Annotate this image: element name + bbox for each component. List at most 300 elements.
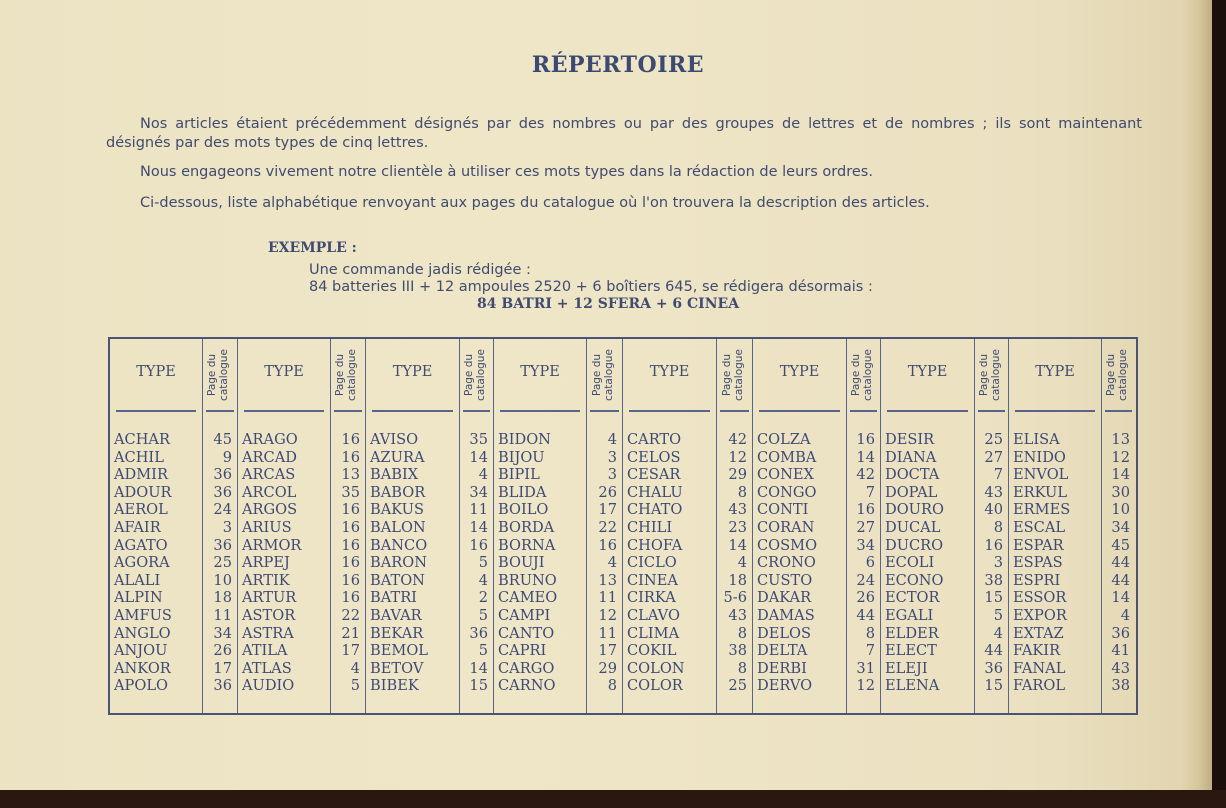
type-code: ERMES bbox=[1013, 501, 1071, 519]
page-header-line-2: catalogue bbox=[346, 349, 358, 401]
intro-paragraph-3: Ci-dessous, liste alphabétique renvoyant aux pages du catalogue où l'on trouvera la description des articles. bbox=[140, 195, 930, 211]
catalogue-page-number: 42 bbox=[856, 466, 875, 484]
type-code: ATILA bbox=[242, 642, 288, 660]
catalogue-page-number: 17 bbox=[213, 659, 232, 677]
type-code: FANAL bbox=[1013, 659, 1066, 677]
type-code: COMBA bbox=[757, 448, 817, 466]
catalogue-page-number: 42 bbox=[728, 431, 747, 448]
catalogue-page-number: 16 bbox=[469, 536, 488, 554]
catalogue-page-number: 4 bbox=[350, 659, 360, 677]
type-code: ANGLO bbox=[114, 624, 171, 642]
type-code: AGATO bbox=[114, 536, 168, 554]
type-code: COLOR bbox=[627, 677, 683, 695]
catalogue-page-number: 36 bbox=[213, 466, 232, 484]
page-header bbox=[978, 345, 1006, 405]
catalogue-page-number: 44 bbox=[1111, 571, 1130, 589]
catalogue-page-number: 44 bbox=[984, 642, 1003, 660]
catalogue-page-number: 5 bbox=[478, 554, 488, 572]
type-code: BATON bbox=[370, 571, 425, 589]
type-code: AUDIO bbox=[242, 677, 295, 695]
type-code: DERVO bbox=[757, 677, 813, 695]
type-code: CRONO bbox=[757, 554, 816, 572]
type-code: ENVOL bbox=[1013, 466, 1069, 484]
catalogue-page-number: 36 bbox=[213, 483, 232, 501]
catalogue-page-number: 38 bbox=[984, 571, 1003, 589]
page-header-line-2: catalogue bbox=[732, 349, 745, 401]
type-code: BIDON bbox=[498, 431, 551, 448]
type-code: ARTIK bbox=[242, 571, 290, 589]
type-code: ASTRA bbox=[242, 624, 294, 642]
catalogue-page-number: 25 bbox=[728, 677, 747, 695]
catalogue-page-number: 8 bbox=[737, 483, 747, 501]
type-code: DESIR bbox=[885, 431, 935, 448]
catalogue-page-number: 36 bbox=[984, 659, 1003, 677]
type-code: DELTA bbox=[757, 642, 808, 660]
type-code: ECTOR bbox=[885, 589, 940, 607]
table-column-group bbox=[110, 339, 238, 713]
catalogue-page-number: 25 bbox=[984, 431, 1003, 448]
header-rule bbox=[629, 410, 710, 412]
catalogue-page-number: 15 bbox=[469, 677, 488, 695]
catalogue-page-number: 17 bbox=[341, 642, 360, 660]
header-rule bbox=[887, 410, 968, 412]
catalogue-page-number: 43 bbox=[728, 607, 747, 624]
catalogue-page-number: 4 bbox=[1120, 607, 1130, 624]
catalogue-page-number: 8 bbox=[865, 624, 875, 642]
page-header-line-2: catalogue bbox=[861, 349, 874, 401]
type-code: ELISA bbox=[1013, 431, 1060, 448]
catalogue-page-number: 10 bbox=[1111, 501, 1130, 519]
type-code: ATLAS bbox=[242, 659, 292, 677]
type-code: ERKUL bbox=[1013, 483, 1068, 501]
catalogue-page-number: 15 bbox=[984, 589, 1003, 607]
page-header-line-2: catalogue bbox=[218, 349, 230, 401]
catalogue-page-number: 5 bbox=[350, 677, 360, 695]
catalogue-page-number: 16 bbox=[341, 519, 360, 536]
book-spine bbox=[1178, 0, 1212, 790]
catalogue-page-number: 14 bbox=[856, 448, 875, 466]
table-column-group bbox=[881, 339, 1009, 713]
type-code: BAVAR bbox=[370, 607, 422, 624]
type-code: ANJOU bbox=[114, 642, 168, 660]
catalogue-page-number: 9 bbox=[222, 448, 232, 466]
page-title: RÉPERTOIRE bbox=[531, 52, 705, 78]
type-code: BOUJI bbox=[498, 554, 545, 572]
page-header-line-1: Page du bbox=[206, 353, 218, 397]
type-header: TYPE bbox=[907, 364, 948, 380]
type-code: BABIX bbox=[370, 466, 419, 484]
catalogue-page-number: 8 bbox=[607, 677, 617, 695]
type-code: CHALU bbox=[627, 483, 683, 501]
type-code: AMFUS bbox=[114, 607, 172, 624]
example-line-1: Une commande jadis rédigée : bbox=[309, 262, 531, 278]
type-code: CINEA bbox=[627, 571, 678, 589]
catalogue-page-number: 29 bbox=[598, 659, 617, 677]
catalogue-page-number: 3 bbox=[993, 554, 1003, 572]
page-header bbox=[850, 345, 878, 405]
type-code: BIJOU bbox=[498, 448, 545, 466]
type-code: CARTO bbox=[627, 431, 682, 448]
catalogue-page-number: 16 bbox=[341, 589, 360, 607]
catalogue-page-number: 24 bbox=[856, 571, 875, 589]
catalogue-page-number: 16 bbox=[598, 536, 617, 554]
catalogue-page-number: 14 bbox=[1111, 466, 1130, 484]
catalogue-page-number: 13 bbox=[341, 466, 360, 484]
catalogue-page-number: 3 bbox=[222, 519, 232, 536]
catalogue-page-number: 44 bbox=[856, 607, 875, 624]
catalogue-page-number: 4 bbox=[993, 624, 1003, 642]
catalogue-page-number: 36 bbox=[469, 624, 488, 642]
type-code: BLIDA bbox=[498, 483, 547, 501]
type-header: TYPE bbox=[1035, 364, 1075, 380]
catalogue-page-number: 43 bbox=[984, 483, 1003, 501]
type-code: ELDER bbox=[885, 624, 939, 642]
type-code: BALON bbox=[370, 519, 426, 536]
catalogue-page-number: 44 bbox=[1111, 554, 1130, 572]
catalogue-page-number: 4 bbox=[607, 554, 617, 572]
type-code: BATRI bbox=[370, 589, 417, 607]
type-header: TYPE bbox=[779, 364, 820, 380]
catalogue-page-number: 14 bbox=[469, 448, 488, 466]
type-header: TYPE bbox=[520, 364, 560, 380]
catalogue-page-number: 22 bbox=[341, 607, 360, 624]
catalogue-page-number: 45 bbox=[1111, 536, 1130, 554]
type-code: ESPAR bbox=[1013, 536, 1064, 554]
type-code: ARTUR bbox=[242, 589, 297, 607]
page-header-line-2: catalogue bbox=[989, 349, 1002, 401]
catalogue-page-number: 38 bbox=[1111, 677, 1130, 695]
catalogue-page-number: 23 bbox=[728, 519, 747, 536]
page-header-line-2: catalogue bbox=[602, 349, 615, 401]
catalogue-page-number: 34 bbox=[213, 624, 232, 642]
table-column-group bbox=[623, 339, 753, 713]
catalogue-page-number: 36 bbox=[213, 536, 232, 554]
catalogue-page-number: 18 bbox=[213, 589, 232, 607]
catalogue-page-number: 13 bbox=[598, 571, 617, 589]
catalogue-page-number: 12 bbox=[728, 448, 747, 466]
type-code: ADOUR bbox=[114, 483, 172, 501]
type-code: CHATO bbox=[627, 501, 683, 519]
type-code: ALPIN bbox=[114, 589, 163, 607]
catalogue-page-number: 14 bbox=[469, 659, 488, 677]
page-header bbox=[334, 345, 362, 405]
catalogue-page-number: 35 bbox=[469, 431, 488, 448]
type-code: ESCAL bbox=[1013, 519, 1066, 536]
type-code: COSMO bbox=[757, 536, 818, 554]
type-code: DERBI bbox=[757, 659, 807, 677]
type-code: CARGO bbox=[498, 659, 555, 677]
type-code: ARMOR bbox=[242, 536, 302, 554]
catalogue-page-number: 16 bbox=[856, 431, 875, 448]
catalogue-page-number: 11 bbox=[469, 501, 488, 519]
type-code: ENIDO bbox=[1013, 448, 1066, 466]
catalogue-page-number: 13 bbox=[1111, 431, 1130, 448]
type-header: TYPE bbox=[392, 364, 433, 380]
page-header-line-1: Page du bbox=[1104, 353, 1117, 397]
catalogue-page-number: 11 bbox=[213, 607, 232, 624]
type-code: DUCAL bbox=[885, 519, 941, 536]
type-code: DIANA bbox=[885, 448, 937, 466]
catalogue-page-number: 16 bbox=[341, 501, 360, 519]
type-code: ALALI bbox=[114, 571, 161, 589]
catalogue-page-number: 12 bbox=[856, 677, 875, 695]
type-code: BIBEK bbox=[370, 677, 419, 695]
catalogue-page-number: 8 bbox=[737, 624, 747, 642]
catalogue-page-number: 26 bbox=[213, 642, 232, 660]
catalogue-page-number: 34 bbox=[856, 536, 875, 554]
catalogue-page-number: 15 bbox=[984, 677, 1003, 695]
catalogue-page-number: 16 bbox=[341, 431, 360, 448]
header-rule bbox=[206, 410, 234, 412]
catalogue-page-number: 43 bbox=[1111, 659, 1130, 677]
catalogue-index-table bbox=[108, 337, 1138, 715]
page-header-line-2: catalogue bbox=[1116, 349, 1129, 401]
type-code: EXPOR bbox=[1013, 607, 1067, 624]
type-code: CUSTO bbox=[757, 571, 813, 589]
type-code: ESSOR bbox=[1013, 589, 1067, 607]
header-rule bbox=[1015, 410, 1095, 412]
page-bottom-edge bbox=[0, 790, 1226, 808]
page-header-line-1: Page du bbox=[590, 353, 603, 397]
type-code: ESPRI bbox=[1013, 571, 1061, 589]
type-header: TYPE bbox=[649, 364, 690, 380]
type-code: ESPAS bbox=[1013, 554, 1063, 572]
type-code: DOPAL bbox=[885, 483, 938, 501]
header-rule bbox=[244, 410, 324, 412]
type-code: AFAIR bbox=[114, 519, 161, 536]
catalogue-page-number: 16 bbox=[341, 536, 360, 554]
type-code: CICLO bbox=[627, 554, 677, 572]
catalogue-page-number: 29 bbox=[728, 466, 747, 484]
catalogue-page-number: 4 bbox=[737, 554, 747, 572]
example-label: EXEMPLE : bbox=[268, 240, 357, 256]
catalogue-page-number: 7 bbox=[993, 466, 1003, 484]
type-code: ASTOR bbox=[242, 607, 296, 624]
catalogue-page-number: 16 bbox=[341, 448, 360, 466]
catalogue-page-number: 31 bbox=[856, 659, 875, 677]
type-code: CARNO bbox=[498, 677, 556, 695]
catalogue-page-number: 4 bbox=[607, 431, 617, 448]
catalogue-page-number: 26 bbox=[856, 589, 875, 607]
type-code: CHILI bbox=[627, 519, 673, 536]
catalogue-page-number: 45 bbox=[213, 431, 232, 448]
catalogue-page-number: 5-6 bbox=[723, 589, 747, 607]
type-code: CAMPI bbox=[498, 607, 551, 624]
catalogue-page-number: 8 bbox=[993, 519, 1003, 536]
type-code: APOLO bbox=[114, 677, 168, 695]
type-code: ECOLI bbox=[885, 554, 935, 572]
catalogue-page-number: 6 bbox=[865, 554, 875, 572]
type-code: CORAN bbox=[757, 519, 815, 536]
type-code: ARCAS bbox=[242, 466, 296, 484]
catalogue-page-number: 12 bbox=[598, 607, 617, 624]
intro-paragraph-2: Nous engageons vivement notre clientèle à utiliser ces mots types dans la rédaction de leurs ordres. bbox=[140, 164, 873, 180]
page-header-line-1: Page du bbox=[977, 353, 990, 397]
type-code: AGORA bbox=[114, 554, 170, 572]
type-code: DAMAS bbox=[757, 607, 815, 624]
page-header-line-1: Page du bbox=[849, 353, 862, 397]
intro-paragraph-1: Nos articles étaient précédemment désignés par des nombres ou par des groupes de lettres et de nombres ; ils sont maintenant désignés par des mots types de cinq lettres. bbox=[106, 116, 1142, 151]
type-header: TYPE bbox=[264, 364, 304, 380]
type-code: CANTO bbox=[498, 624, 555, 642]
type-code: CESAR bbox=[627, 466, 681, 484]
catalogue-page-number: 26 bbox=[598, 483, 617, 501]
example-line-2: 84 batteries III + 12 ampoules 2520 + 6 boîtiers 645, se rédigera désormais : bbox=[309, 279, 873, 295]
header-rule bbox=[116, 410, 196, 412]
type-code: BEKAR bbox=[370, 624, 424, 642]
type-code: COLON bbox=[627, 659, 685, 677]
type-code: ANKOR bbox=[114, 659, 171, 677]
table-column-group bbox=[366, 339, 494, 713]
page-header-line-1: Page du bbox=[720, 353, 733, 397]
catalogue-page-number: 7 bbox=[865, 483, 875, 501]
type-code: DUCRO bbox=[885, 536, 944, 554]
catalogue-page-number: 27 bbox=[984, 448, 1003, 466]
type-code: CONGO bbox=[757, 483, 817, 501]
type-code: CHOFA bbox=[627, 536, 683, 554]
catalogue-page-number: 22 bbox=[598, 519, 617, 536]
type-code: ADMIR bbox=[114, 466, 168, 484]
type-code: CLAVO bbox=[627, 607, 680, 624]
header-rule bbox=[590, 410, 619, 412]
type-code: EXTAZ bbox=[1013, 624, 1064, 642]
type-code: EGALI bbox=[885, 607, 934, 624]
type-code: BIPIL bbox=[498, 466, 540, 484]
catalogue-page-number: 11 bbox=[598, 624, 617, 642]
catalogue-page-number: 2 bbox=[478, 589, 488, 607]
header-rule bbox=[500, 410, 580, 412]
page-header-line-1: Page du bbox=[334, 353, 346, 397]
page-header bbox=[721, 345, 749, 405]
catalogue-page-number: 5 bbox=[478, 607, 488, 624]
catalogue-page-number: 3 bbox=[607, 466, 617, 484]
type-code: BEMOL bbox=[370, 642, 428, 660]
catalogue-page-number: 18 bbox=[728, 571, 747, 589]
type-header: TYPE bbox=[136, 364, 176, 380]
catalogue-page-number: 5 bbox=[478, 642, 488, 660]
catalogue-page-number: 30 bbox=[1111, 483, 1130, 501]
header-rule bbox=[850, 410, 877, 412]
catalogue-page-number: 14 bbox=[728, 536, 747, 554]
catalogue-page-number: 36 bbox=[1111, 624, 1130, 642]
header-rule bbox=[1105, 410, 1132, 412]
type-code: ECONO bbox=[885, 571, 944, 589]
catalogue-page-number: 12 bbox=[1111, 448, 1130, 466]
header-rule bbox=[759, 410, 840, 412]
type-code: BETOV bbox=[370, 659, 424, 677]
type-code: FAROL bbox=[1013, 677, 1066, 695]
type-code: ACHIL bbox=[114, 448, 164, 466]
page-header-line-2: catalogue bbox=[474, 349, 487, 401]
catalogue-page-number: 10 bbox=[213, 571, 232, 589]
catalogue-page-number: 5 bbox=[993, 607, 1003, 624]
catalogue-page-number: 17 bbox=[598, 501, 617, 519]
catalogue-page-number: 17 bbox=[598, 642, 617, 660]
catalogue-page-number: 34 bbox=[469, 483, 488, 501]
catalogue-page-number: 7 bbox=[865, 642, 875, 660]
type-code: FAKIR bbox=[1013, 642, 1061, 660]
table-column-group bbox=[753, 339, 881, 713]
type-code: COKIL bbox=[627, 642, 677, 660]
type-code: CAPRI bbox=[498, 642, 547, 660]
type-code: CONTI bbox=[757, 501, 809, 519]
catalogue-page-number: 8 bbox=[737, 659, 747, 677]
type-code: ELEJI bbox=[885, 659, 928, 677]
type-code: BOILO bbox=[498, 501, 549, 519]
type-code: DELOS bbox=[757, 624, 812, 642]
catalogue-page-number: 16 bbox=[856, 501, 875, 519]
catalogue-page-number: 41 bbox=[1111, 642, 1130, 660]
type-code: CIRKA bbox=[627, 589, 676, 607]
catalogue-page-number: 36 bbox=[213, 677, 232, 695]
header-rule bbox=[334, 410, 362, 412]
catalogue-page-number: 35 bbox=[341, 483, 360, 501]
catalogue-page-number: 25 bbox=[213, 554, 232, 572]
page-header bbox=[206, 345, 234, 405]
type-code: DOURO bbox=[885, 501, 944, 519]
type-code: ACHAR bbox=[114, 431, 170, 448]
type-code: AEROL bbox=[114, 501, 168, 519]
type-code: AZURA bbox=[370, 448, 425, 466]
page-header-line-1: Page du bbox=[462, 353, 475, 397]
catalogue-page-number: 16 bbox=[341, 571, 360, 589]
catalogue-page-number: 4 bbox=[478, 571, 488, 589]
type-code: CONEX bbox=[757, 466, 814, 484]
type-code: BORNA bbox=[498, 536, 556, 554]
type-code: DOCTA bbox=[885, 466, 940, 484]
header-rule bbox=[372, 410, 453, 412]
catalogue-page-number: 24 bbox=[213, 501, 232, 519]
type-code: ARAGO bbox=[242, 431, 298, 448]
type-code: ELECT bbox=[885, 642, 937, 660]
type-code: ARGOS bbox=[242, 501, 298, 519]
type-code: DAKAR bbox=[757, 589, 812, 607]
type-code: BAKUS bbox=[370, 501, 424, 519]
header-rule bbox=[463, 410, 490, 412]
catalogue-page-number: 27 bbox=[856, 519, 875, 536]
header-rule bbox=[720, 410, 749, 412]
type-code: ARCAD bbox=[242, 448, 297, 466]
catalogue-page-number: 4 bbox=[478, 466, 488, 484]
catalogue-page-number: 40 bbox=[984, 501, 1003, 519]
catalogue-page-number: 11 bbox=[598, 589, 617, 607]
type-code: ARPEJ bbox=[242, 554, 290, 572]
type-code: BRUNO bbox=[498, 571, 557, 589]
type-code: AVISO bbox=[370, 431, 419, 448]
type-code: ARCOL bbox=[242, 483, 297, 501]
example-line-3: 84 BATRI + 12 SFERA + 6 CINEA bbox=[477, 296, 740, 312]
type-code: COLZA bbox=[757, 431, 811, 448]
type-code: BABOR bbox=[370, 483, 426, 501]
page-header bbox=[463, 345, 491, 405]
type-code: ELENA bbox=[885, 677, 940, 695]
type-code: BARON bbox=[370, 554, 427, 572]
table-column-group bbox=[1009, 339, 1136, 713]
page-header bbox=[591, 345, 619, 405]
catalogue-page-number: 14 bbox=[1111, 589, 1130, 607]
catalogue-page-number: 34 bbox=[1111, 519, 1130, 536]
type-code: BORDA bbox=[498, 519, 555, 536]
catalogue-page-number: 43 bbox=[728, 501, 747, 519]
catalogue-page-number: 3 bbox=[607, 448, 617, 466]
catalogue-page-number: 16 bbox=[341, 554, 360, 572]
page-header bbox=[1105, 345, 1133, 405]
type-code: BANCO bbox=[370, 536, 428, 554]
catalogue-page-number: 38 bbox=[728, 642, 747, 660]
type-code: CELOS bbox=[627, 448, 681, 466]
type-code: CLIMA bbox=[627, 624, 680, 642]
header-rule bbox=[978, 410, 1005, 412]
